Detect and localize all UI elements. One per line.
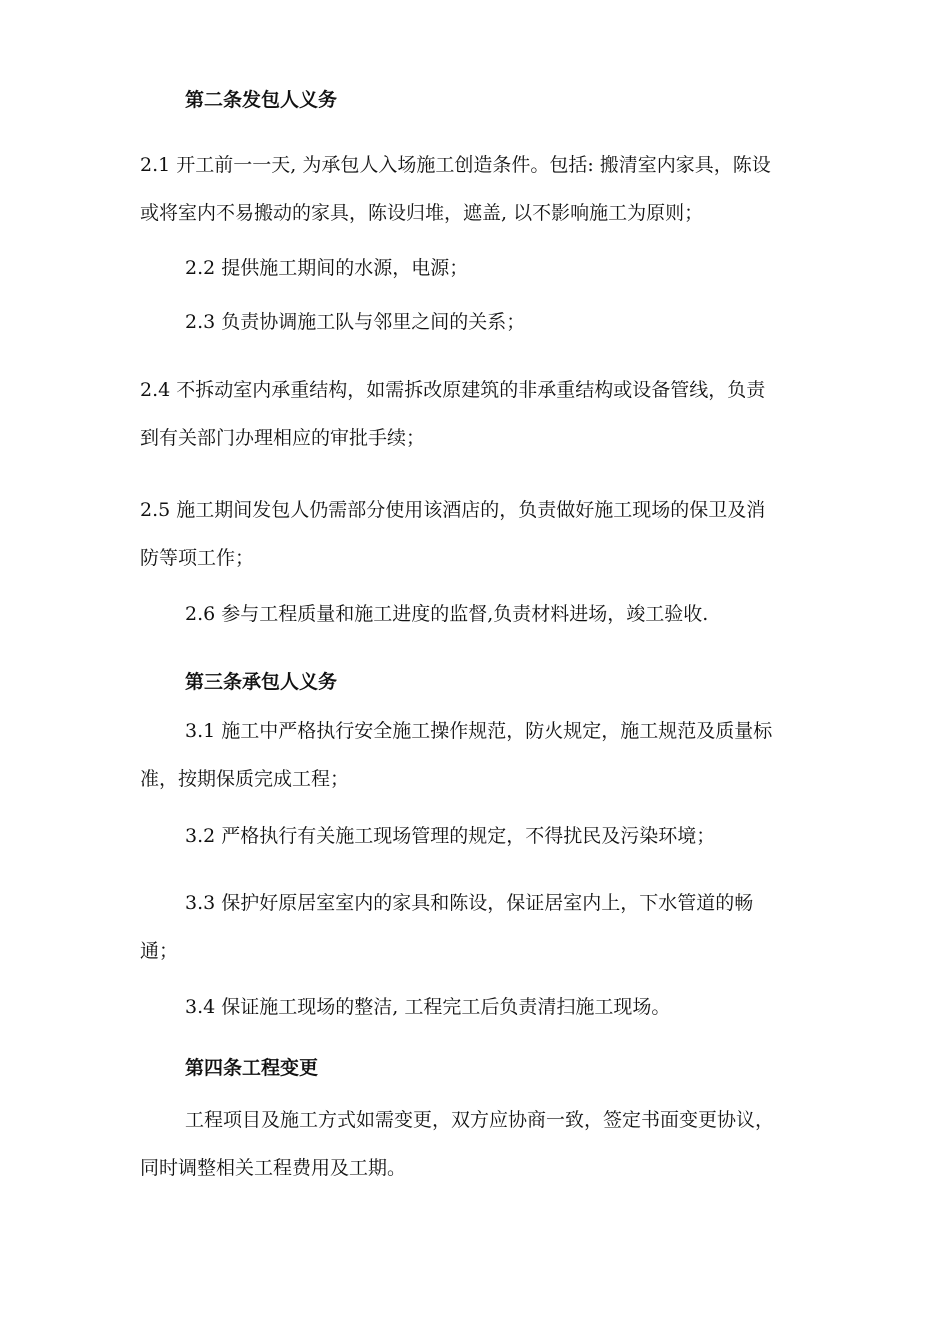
section-heading: 第四条工程变更 xyxy=(185,1057,319,1079)
clause-3-3: 3.3 保护好原居室室内的家具和陈设，保证居室内上，下水管道的畅 通； xyxy=(140,892,754,962)
clause-2-6: 2.6 参与工程质量和施工进度的监督,负责材料进场，竣工验收. xyxy=(185,603,709,625)
section-heading: 第三条承包人义务 xyxy=(185,671,338,693)
clause-2-4: 2.4 不拆动室内承重结构，如需拆改原建筑的非承重结构或设备管线，负责 到有关部门办理相应的审批手续； xyxy=(140,379,766,449)
clause-4-body: 工程项目及施工方式如需变更，双方应协商一致，签定书面变更协议， 同时调整相关工程费用及工期。 xyxy=(140,1109,775,1179)
clause-3-2: 3.2 严格执行有关施工现场管理的规定，不得扰民及污染环境； xyxy=(185,825,716,847)
clause-2-1: 2.1 开工前一一天, 为承包人入场施工创造条件。包括: 搬清室内家具，陈设 或将室内不易搬动的家具，陈设归堆，遮盖, 以不影响施工为原则； xyxy=(140,154,771,224)
clause-2-2: 2.2 提供施工期间的水源，电源； xyxy=(185,257,469,279)
clause-2-5: 2.5 施工期间发包人仍需部分使用该酒店的，负责做好施工现场的保卫及消 防等项工作； xyxy=(140,499,766,569)
clause-3-4: 3.4 保证施工现场的整洁, 工程完工后负责清扫施工现场。 xyxy=(185,996,671,1018)
clause-2-3: 2.3 负责协调施工队与邻里之间的关系； xyxy=(185,311,526,333)
clause-3-1: 3.1 施工中严格执行安全施工操作规范，防火规定，施工规范及质量标 准，按期保质完成工程； xyxy=(140,720,773,790)
section-heading: 第二条发包人义务 xyxy=(185,89,338,111)
